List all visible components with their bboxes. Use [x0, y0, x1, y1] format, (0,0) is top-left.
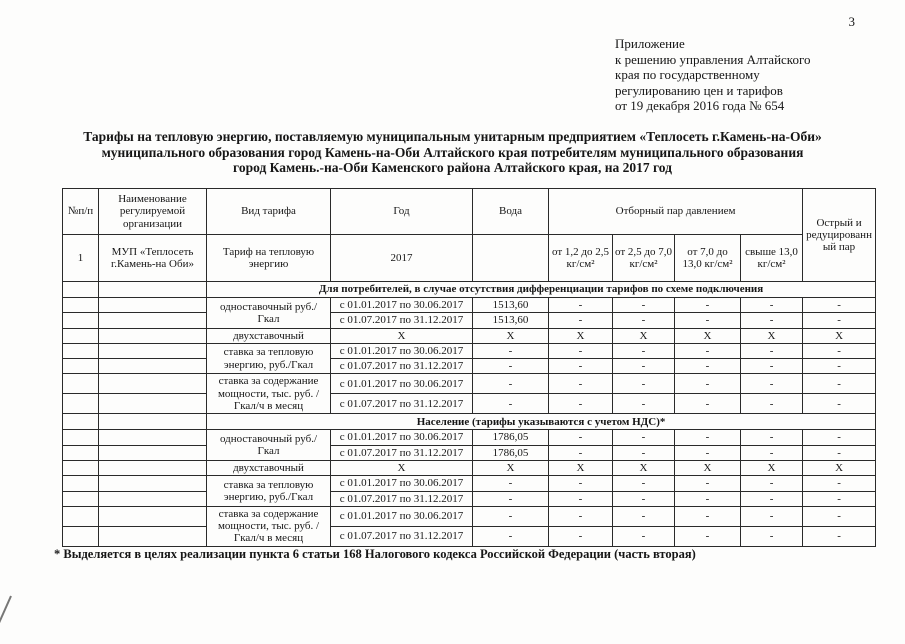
value-cell: X	[675, 328, 741, 343]
table-header-row-2	[63, 235, 876, 282]
value-cell: -	[803, 506, 876, 526]
empty-cell	[63, 491, 99, 506]
value-cell: -	[675, 506, 741, 526]
value-cell: -	[613, 526, 675, 546]
empty-cell	[63, 328, 99, 343]
period-cell: с 01.01.2017 по 30.06.2017	[331, 298, 473, 313]
row-label-cell: ставка за содержание мощности, тыс. руб. /Гкал/ч в месяц	[207, 374, 331, 414]
value-cell: -	[549, 476, 613, 491]
period-cell: с 01.07.2017 по 31.12.2017	[331, 491, 473, 506]
empty-cell	[99, 313, 207, 328]
table-row	[63, 359, 876, 374]
annex-line: от 19 декабря 2016 года № 654	[615, 98, 785, 114]
value-cell: -	[549, 394, 613, 414]
period-cell: с 01.01.2017 по 30.06.2017	[331, 374, 473, 394]
value-cell: -	[741, 298, 803, 313]
row-label-cell: одноставочный руб./Гкал	[207, 430, 331, 461]
col-header-steam-3: от 7,0 до 13,0 кг/см²	[675, 235, 741, 282]
value-cell: -	[675, 445, 741, 460]
value-cell: X	[473, 328, 549, 343]
value-cell: -	[803, 476, 876, 491]
value-cell: -	[549, 359, 613, 374]
value-cell: -	[803, 491, 876, 506]
empty-cell	[63, 394, 99, 414]
value-cell: -	[613, 374, 675, 394]
value-cell: -	[803, 359, 876, 374]
document-title	[0, 129, 905, 176]
title-line: город Камень.-на-Оби Каменского района Алтайского края, на 2017 год	[233, 160, 672, 175]
period-cell: с 01.07.2017 по 31.12.2017	[331, 394, 473, 414]
table-row	[63, 430, 876, 445]
col-header-steam-4: свыше 13,0 кг/см²	[741, 235, 803, 282]
empty-cell	[99, 491, 207, 506]
value-cell: -	[613, 506, 675, 526]
value-cell: -	[473, 526, 549, 546]
empty-cell	[63, 282, 99, 298]
value-cell: -	[741, 506, 803, 526]
value-cell: -	[675, 476, 741, 491]
empty-cell	[99, 282, 207, 298]
value-cell: -	[741, 526, 803, 546]
value-cell: -	[613, 343, 675, 358]
table-row	[63, 328, 876, 343]
value-cell: 1513,60	[473, 298, 549, 313]
row-label-cell: ставка за содержание мощности, тыс. руб. /Гкал/ч в месяц	[207, 506, 331, 546]
value-cell: -	[473, 476, 549, 491]
value-cell: -	[803, 343, 876, 358]
empty-cell	[63, 460, 99, 475]
value-cell: -	[741, 491, 803, 506]
value-cell: -	[549, 491, 613, 506]
tariff-name-cell: Тариф на тепловую энергию	[207, 235, 331, 282]
row-label-cell: ставка за тепловую энергию, руб./Гкал	[207, 343, 331, 374]
value-cell: -	[613, 313, 675, 328]
empty-cell	[63, 359, 99, 374]
value-cell: -	[741, 445, 803, 460]
value-cell: -	[613, 476, 675, 491]
value-cell: -	[675, 394, 741, 414]
value-cell: X	[675, 460, 741, 475]
value-cell: -	[675, 374, 741, 394]
value-cell: -	[473, 343, 549, 358]
table-row	[63, 343, 876, 358]
empty-cell	[99, 374, 207, 394]
value-cell: -	[741, 476, 803, 491]
value-cell: -	[473, 374, 549, 394]
page-number: 3	[848, 14, 855, 29]
empty-cell	[473, 235, 549, 282]
year-value-cell: 2017	[331, 235, 473, 282]
value-cell: -	[803, 394, 876, 414]
value-cell: -	[549, 506, 613, 526]
annex-line: к решению управления Алтайского	[615, 51, 811, 67]
annex-line: регулированию цен и тарифов	[615, 82, 783, 98]
table-row	[63, 506, 876, 526]
section-title-cell: Население (тарифы указываются с учетом НДС)*	[207, 414, 876, 430]
value-cell: -	[675, 343, 741, 358]
value-cell: -	[741, 343, 803, 358]
empty-cell	[63, 414, 99, 430]
title-line: муниципального образования город Камень-на-Оби Алтайского края потребителям муниципального образования	[101, 144, 804, 160]
table-row	[63, 374, 876, 394]
col-header-year: Год	[331, 189, 473, 235]
row-label-cell: ставка за тепловую энергию, руб./Гкал	[207, 476, 331, 507]
col-header-tariff-type: Вид тарифа	[207, 189, 331, 235]
value-cell: -	[549, 430, 613, 445]
value-cell: -	[803, 430, 876, 445]
title-line: Тарифы на тепловую энергию, поставляемую муниципальным унитарным предприятием «Теплосеть г.Камень-на-Оби»	[83, 129, 822, 144]
annex-block	[615, 36, 810, 114]
table-row	[63, 445, 876, 460]
value-cell: -	[549, 298, 613, 313]
empty-cell	[99, 460, 207, 475]
table-row	[63, 394, 876, 414]
table-row	[63, 526, 876, 546]
annex-line: края по государственному	[615, 67, 760, 83]
annex-line: Приложение	[615, 36, 685, 51]
value-cell: -	[549, 445, 613, 460]
empty-cell	[63, 526, 99, 546]
value-cell: -	[741, 313, 803, 328]
value-cell: -	[473, 506, 549, 526]
empty-cell	[63, 506, 99, 526]
org-name-cell: МУП «Теплосеть г.Камень-на Оби»	[99, 235, 207, 282]
value-cell: -	[803, 526, 876, 546]
col-header-steam-group: Отборный пар давлением	[549, 189, 803, 235]
value-cell: X	[741, 328, 803, 343]
value-cell: -	[613, 298, 675, 313]
value-cell: -	[741, 430, 803, 445]
empty-cell	[63, 313, 99, 328]
empty-cell	[63, 374, 99, 394]
value-cell: -	[613, 359, 675, 374]
row-label-cell: двухставочный	[207, 328, 331, 343]
period-cell: с 01.07.2017 по 31.12.2017	[331, 313, 473, 328]
empty-cell	[99, 298, 207, 313]
empty-cell	[99, 445, 207, 460]
value-cell: -	[675, 526, 741, 546]
empty-cell	[63, 343, 99, 358]
period-cell: с 01.07.2017 по 31.12.2017	[331, 526, 473, 546]
value-cell: -	[741, 374, 803, 394]
value-cell: X	[549, 460, 613, 475]
value-cell: -	[675, 491, 741, 506]
row-label-cell: одноставочный руб./Гкал	[207, 298, 331, 329]
value-cell: -	[803, 298, 876, 313]
empty-cell	[99, 476, 207, 491]
table-row	[63, 298, 876, 313]
col-header-steam-2: от 2,5 до 7,0 кг/см²	[613, 235, 675, 282]
value-cell: -	[549, 526, 613, 546]
empty-cell	[63, 445, 99, 460]
org-number-cell: 1	[63, 235, 99, 282]
empty-cell	[99, 359, 207, 374]
tariff-table	[62, 188, 876, 547]
period-cell: с 01.07.2017 по 31.12.2017	[331, 445, 473, 460]
col-header-sharp-steam: Острый и редуцированный пар	[803, 189, 876, 282]
value-cell: -	[473, 491, 549, 506]
period-cell: с 01.07.2017 по 31.12.2017	[331, 359, 473, 374]
value-cell: X	[331, 328, 473, 343]
value-cell: -	[675, 313, 741, 328]
value-cell: -	[675, 359, 741, 374]
empty-cell	[99, 414, 207, 430]
col-header-org: Наименование регулируемой организации	[99, 189, 207, 235]
section-row	[63, 414, 876, 430]
empty-cell	[99, 343, 207, 358]
col-header-water: Вода	[473, 189, 549, 235]
value-cell: -	[803, 445, 876, 460]
value-cell: -	[549, 343, 613, 358]
value-cell: -	[613, 430, 675, 445]
table-row	[63, 476, 876, 491]
empty-cell	[99, 506, 207, 526]
empty-cell	[99, 526, 207, 546]
value-cell: X	[613, 460, 675, 475]
empty-cell	[99, 430, 207, 445]
value-cell: -	[803, 374, 876, 394]
period-cell: с 01.01.2017 по 30.06.2017	[331, 430, 473, 445]
value-cell: -	[613, 491, 675, 506]
value-cell: -	[613, 394, 675, 414]
value-cell: X	[331, 460, 473, 475]
value-cell: -	[675, 298, 741, 313]
col-header-num: №п/п	[63, 189, 99, 235]
empty-cell	[99, 328, 207, 343]
footnote: * Выделяется в целях реализации пункта 6 статьи 168 Налогового кодекса Российской Федерации (часть вторая)	[54, 547, 696, 561]
value-cell: -	[613, 445, 675, 460]
value-cell: -	[549, 313, 613, 328]
value-cell: -	[741, 359, 803, 374]
value-cell: -	[803, 313, 876, 328]
period-cell: с 01.01.2017 по 30.06.2017	[331, 506, 473, 526]
table-row	[63, 460, 876, 475]
col-header-steam-1: от 1,2 до 2,5 кг/см²	[549, 235, 613, 282]
value-cell: -	[549, 374, 613, 394]
period-cell: с 01.01.2017 по 30.06.2017	[331, 476, 473, 491]
value-cell: X	[803, 460, 876, 475]
value-cell: X	[803, 328, 876, 343]
empty-cell	[99, 394, 207, 414]
empty-cell	[63, 298, 99, 313]
value-cell: -	[473, 394, 549, 414]
row-label-cell: двухставочный	[207, 460, 331, 475]
value-cell: X	[473, 460, 549, 475]
value-cell: -	[675, 430, 741, 445]
section-row	[63, 282, 876, 298]
value-cell: 1786,05	[473, 445, 549, 460]
empty-cell	[63, 430, 99, 445]
value-cell: X	[741, 460, 803, 475]
table-header-row-1	[63, 189, 876, 235]
period-cell: с 01.01.2017 по 30.06.2017	[331, 343, 473, 358]
table-row	[63, 491, 876, 506]
value-cell: -	[741, 394, 803, 414]
value-cell: X	[613, 328, 675, 343]
section-title-cell: Для потребителей, в случае отсутствия дифференциации тарифов по схеме подключения	[207, 282, 876, 298]
value-cell: X	[549, 328, 613, 343]
table-row	[63, 313, 876, 328]
empty-cell	[63, 476, 99, 491]
scan-artifact-line	[0, 596, 12, 644]
value-cell: -	[473, 359, 549, 374]
value-cell: 1786,05	[473, 430, 549, 445]
value-cell: 1513,60	[473, 313, 549, 328]
